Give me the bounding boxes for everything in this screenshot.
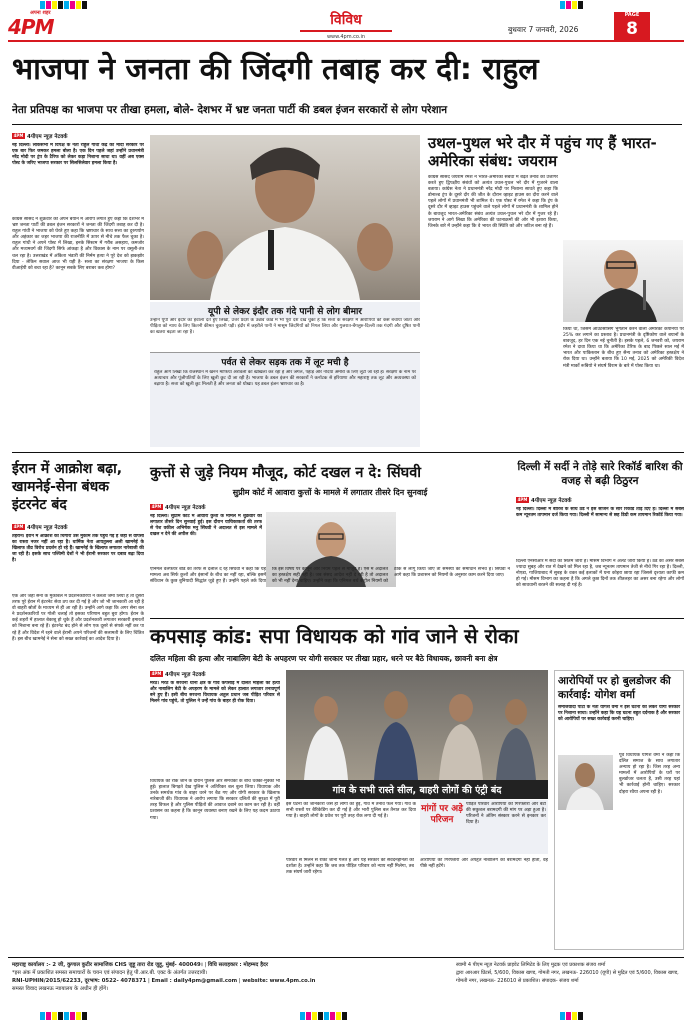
jairam-headline: उथल-पुथल भरे दौर में पहुंच गए हैं भारत-अमेरिका संबंध: जयराम <box>428 134 657 170</box>
lead-body-bold: नई दिल्ली। लोकसभा में विपक्ष के नेता राहुल गांधी केंद्र की मोदी सरकार पर एक बार फिर जमकर हमला बोला है। एक दिन पहले जहां उन्होंने प्रधानमंत्री नरेंद्र मोदी पर ट्रंप के टैरिफ को लेकर कड़ा निशाना साधा था। वहीं अब एक्स पोस्ट के जरिए भाजपा सरकार पर सिलसिलेवार हमला किया है। <box>12 143 144 167</box>
page-number: 8 <box>626 19 638 39</box>
iran-byline-text: 4पीएम न्यूज़ नेटवर्क <box>27 525 68 531</box>
iran-headline: ईरान में आक्रोश बढ़ा, खामनेई-सेना बंधक इंटरनेट बंद <box>12 461 123 513</box>
lead-subhead: नेता प्रतिपक्ष का भाजपा पर तीखा हमला, बोले- देशभर में भ्रष्ट जनता पार्टी की डबल इंजन सरकारों से लोग परेशान <box>12 104 448 116</box>
footer-left <box>12 961 452 993</box>
footer-jurisdiction: समस्त विवाद लखनऊ न्यायालय के अधीन ही होंगे। <box>12 986 109 992</box>
cold-byline: 4PM 4पीएम न्यूज़ नेटवर्क <box>517 497 572 504</box>
divider <box>12 452 684 453</box>
divider <box>12 124 682 125</box>
dogs-headline: कुत्तों से जुड़े नियम मौजूद, कोर्ट दखल न दे: सिंघवी <box>150 465 422 481</box>
issue-date: बुधवार 7 जनवरी, 2026 <box>508 25 579 34</box>
registration-bar-bottom-mid <box>300 1012 347 1020</box>
bulldozer-box <box>554 670 684 950</box>
iran-byline: 4PM 4पीएम न्यूज़ नेटवर्क <box>13 524 68 531</box>
cold-body-bold: नई दिल्ली। दिल्ली में बारिश के साथ ठंड ने इस सीजन के सारे रिकॉर्ड तोड़ दिए हैं। दिल्ली में सबसे कम न्यूनतम तापमान दर्ज किया गया। दिल्ली में सामान्य से छह डिग्री कम तापमान रिकॉर्ड किया गया। <box>516 507 684 519</box>
dogs-byline: 4PM 4पीएम न्यूज़ नेटवर्क <box>151 504 206 511</box>
kapsad-photo <box>286 670 548 780</box>
footer-website[interactable]: website: www.4pm.co.in <box>242 978 316 984</box>
kapsad-box-text: पीड़ित परिवार आरोपियों की गिरफ्तारी और बेटी की सकुशल बरामदगी की मांग पर अड़ा हुआ है। परिजनों ने अंतिम संस्कार करने से इनकार कर दिया है। <box>466 802 546 826</box>
dogs-subhead: सुप्रीम कोर्ट में आवारा कुत्तों के मामले में लगातार तीसरे दिन सुनवाई <box>232 488 428 497</box>
page-label: PAGE <box>624 12 640 18</box>
lead-box-head: पर्वत से लेकर सड़क तक में लूट मची है <box>221 358 349 368</box>
dogs-body-bold: नई दिल्ली। सुप्रीम कोर्ट में आवारा कुत्तों के मामले में शुक्रवार को लगातार तीसरे दिन सुनवाई हुई। इस दौरान याचिकाकर्ता की तरफ से पेश वकील अभिषेक मनु सिंघवी ने अदालत से इस मामले में दखल न देने की अपील की। <box>150 514 262 538</box>
kapsad-byline: 4PM 4पीएम न्यूज़ नेटवर्क <box>151 671 206 678</box>
footer-rni: RNI-UPHIN/2015/62233, दूरभाष: 0522- 4078371 <box>12 978 147 984</box>
masthead-rule <box>8 40 684 42</box>
kapsad-body-bold: मेरठ। मेरठ के सरधना थाना क्षेत्र के गांव कपसाड़ में दलित महिला की हत्या और नाबालिग बेटी के अपहरण के मामले को लेकर हालात लगातार तनावपूर्ण बने हुए हैं। इसी बीच सरधना विधायक अतुल प्रधान जब पीड़ित परिवार से मिलने गांव पहुंचे, तो पुलिस ने उन्हें गांव के बाहर ही रोक दिया। <box>150 681 280 705</box>
iran-body: एक ओर जहां सेना के मुकाबले में प्रदर्शनकारियों ने कब्जा जमा लिया है तो दूसरी तरफ पूरे ईरान में इंटरनेट सेवा ठप कर दी गई है और जो भी जानकारी आ रही है वो बाहरी स्रोतों के माध्यम से ही आ रही है। उन्होंने आगे कहा कि अगर सेना बल ने प्रदर्शनकारियों पर गोली चलाई तो इसका परिणाम बहुत बुरा होगा। ईरान के कई शहरों में हालात बेकाबू हो चुके हैं और प्रदर्शनकारी लगातार सरकारी इमारतों को निशाना बना रहे हैं। इंटरनेट बंद होने से लोग एक दूसरे से संपर्क नहीं कर पा रहे हैं और विदेश में रहने वाले ईरानी अपने परिजनों की सलामती के लिए चिंतित हैं। इस बीच खामनेई ने सेना को सख्त कार्रवाई का आदेश दिया है। <box>12 594 144 642</box>
logo-tagline: अपना शहर <box>30 10 51 16</box>
iran-body-bold: तेहरान। ईरान में आक्रोश की चिंगारी उस मुकाम तक पहुंच गई है जहां से वापसी का रास्ता नजर नहीं आ रहा है। धार्मिक नेता आयतुल्ला अली खामनेई के खिलाफ तीव्र विरोध प्रदर्शन हो रहे हैं। खामनेई के खिलाफ लगातार नारेबाजी की जा रही है। इसके साथ पश्चिमी देशों ने भी ईरानी सरकार पर दबाव बढ़ा दिया है। <box>12 534 144 564</box>
footer-disclaimer: *इस अंक में प्रकाशित समस्त समाचारों के चयन एवं संपादन हेतु पी.आर.बी. एक्ट के अंतर्गत उत्तरदायी। <box>12 970 208 976</box>
lead-box <box>150 352 420 447</box>
jairam-body: कांग्रेस सांसद जयराम रमेश ने भारत-अमेरिका संबंधों में बढ़ते तनाव को उजागर करते हुए द्विपक्षीय संबंधों को अत्यंत उथल-पुथल भरे दौर में गुजरने वाला बताया। कांग्रेस नेता ने प्रधानमंत्री नरेंद्र मोदी पर निशाना साधते हुए कहा कि डोनाल्ड ट्रंप के दूसरे दौर की जीत के दौरान व्हाइट हाउस का दौरा करने वाले पहले लोगों में प्रधानमंत्री भी शामिल थे। एक पोस्ट में रमेश ने कहा कि ट्रंप के दूसरे दौर में व्हाइट हाउस पहुंचने वाले पहले लोगों में प्रधानमंत्री के शामिल होने के बावजूद भारत-अमेरिका संबंध अत्यंत उथल-पुथल भरे दौर में गुजर रहे हैं। जयराम ने आगे लिखा कि अमेरिका की घटनाक्रमों की ओर भी इशारा किया, जिनके बारे में उन्होंने कहा कि वे भारत की स्थिति को और जटिल बना रहे हैं। <box>428 175 558 229</box>
lead-headline: भाजपा ने जनता की जिंदगी तबाह कर दी: राहुल <box>12 52 539 87</box>
footer-legal: विधि सलाहकार : मोहम्मद हैदर <box>207 962 268 968</box>
kapsad-photo-text: इस घटना की जानकारी जैसे ही लोगों को हुई, गांव में तनाव फैल गया। गांव के सभी रास्तों पर बैरिकेडिंग कर दी गई है और भारी पुलिस बल तैनात कर दिया गया है। बाहरी लोगों के प्रवेश पर पूरी तरह रोक लगा दी गई है। <box>286 802 416 820</box>
cold-body: दिल्ली एनसीआर में सर्दी का सितम जारी है। मौसम विभाग ने अलर्ट जारी किया है। ठंड का असर सबसे ज्यादा सुबह और रात में देखने को मिल रहा है, जब न्यूनतम तापमान तेजी से नीचे गिर रहा है। दिल्ली, नोएडा, गाजियाबाद में सुबह के वक्त कई इलाकों में घना कोहरा छाया रहा जिससे दृश्यता काफी कम हो गई। मौसम विभाग का कहना है कि अगले कुछ दिनों तक शीतलहर का असर बना रहेगा और लोगों को सावधानी बरतने की सलाह दी गई है। <box>516 559 684 589</box>
section-title: विविध <box>330 12 362 28</box>
dogs-byline-text: 4पीएम न्यूज़ नेटवर्क <box>165 505 206 511</box>
kapsad-headline: कपसाड़ कांड: सपा विधायक को गांव जाने से रोका <box>150 624 519 648</box>
cold-headline: दिल्ली में सर्दी ने तोड़े सारे रिकॉर्ड बारिश की वजह से बढ़ी ठिठुरन <box>517 461 683 487</box>
kapsad-photo-banner: गांव के सभी रास्ते सील, बाहरी लोगों की एंट्री बंद <box>286 780 548 799</box>
kapsad-body: विधायक को रोके जाने के दौरान पुलिस और समर्थकों के बीच धक्का-मुक्की भी हुई। हालात बिगड़ते देख पुलिस ने अतिरिक्त बल बुला लिया। विधायक और उनके समर्थक गांव के बाहर धरने पर बैठ गए और योगी सरकार के खिलाफ नारेबाजी की। विधायक ने आरोप लगाया कि सरकार दलितों की सुरक्षा में पूरी तरह विफल है और पुलिस पीड़ितों की आवाज दबाने का काम कर रही है। वहीं प्रशासन का कहना है कि कानून व्यवस्था बनाए रखने के लिए यह कदम उठाया गया। <box>150 779 280 821</box>
kapsad-box <box>420 800 548 854</box>
person-illustration <box>150 135 420 300</box>
rahul-photo-text: उन्होंने यूपी और इंदौर का हवाला देते हुए लिखा, उत्तर प्रदेश के उन्नाव कांड में भी पूरा देश देख चुका है कि सत्ता के संरक्षण में आरोपियों को कैसे बचाया जाता और पीड़िता को न्याय के लिए कितनी कीमत चुकानी पड़ी। इंदौर में जहरीले पानी ने मासूम जिंदगियों को निगल लिया और गुजरात-बेंगलुरु-दिल्ली तक गंदगी और दूषित पानी का खतरा बढ़ता जा रहा है। <box>150 318 420 336</box>
footer-address: महाराष्ट्र कार्यालय :- 2 जी, कुणाल कुटीर सामाजिक CHS जुहू तारा रोड जुहू, मुंबई- 400049। <box>12 962 203 968</box>
footer-contact-row: RNI-UPHIN/2015/62233, दूरभाष: 0522- 4078371 | Email : daily4pm@gmail.com | website: www.4pm.co.in <box>12 978 316 984</box>
footer-rule <box>8 957 684 958</box>
registration-bar-bottom-right <box>560 1012 583 1020</box>
masthead <box>0 8 692 38</box>
rahul-photo <box>150 135 420 300</box>
kapsad-byline-text: 4पीएम न्यूज़ नेटवर्क <box>165 672 206 678</box>
kapsad-body-2: परिवार से मिलने से रोका जाना गलत है और यह सरकार की संवेदनहीनता को दर्शाता है। उन्होंने कहा कि जब तक पीड़ित परिवार को न्याय नहीं मिलेगा, तब तक संघर्ष जारी रहेगा। <box>286 858 414 876</box>
crowd-illustration <box>286 670 548 780</box>
cold-byline-text: 4पीएम न्यूज़ नेटवर्क <box>531 498 572 504</box>
footer-email[interactable]: Email : daily4pm@gmail.com <box>151 978 238 984</box>
kapsad-body-3: आरोपियों की गिरफ्तारी और अपहृत नाबालिग की बरामदगी नहीं होती, वह पीछे नहीं हटेंगे। <box>420 858 548 870</box>
jairam-body-2: किया था, जिसमें आउटसोर्सिंग भुगतान करने वाली अमेरिकी कंपनियों पर 25% कर लगाने का प्रस्ताव है। प्रधानमंत्री के दृष्टिकोण वाले बयानों के बावजूद, हर दिन एक नई चुनौती है। इसके पहले, 6 जनवरी को, जयराम रमेश ने दावा किया था कि अमेरिका टैरिफ के बाद पिछले साल मई में भारत और पाकिस्तान के बीच हुए सैन्य तनाव को अमेरिका हस्तक्षेप ने रोक दिया था। उन्होंने बताया कि 10 मई, 2025 को अमेरिकी विदेश मंत्री मार्को रूबियो ने संघर्ष विराम के बारे में पोस्ट किया था। <box>563 327 684 369</box>
kapsad-box-head: मांगों पर अड़े परिजन <box>421 804 463 825</box>
jairam-photo <box>563 240 683 322</box>
footer-right <box>456 961 684 985</box>
rahul-photo-caption: यूपी से लेकर इंदौर तक गंदे पानी से लोग बीमार <box>150 302 420 319</box>
dogs-body: एनिमल वेलफेयर बोर्ड की तरफ से दलील दे रहे सिंघवी ने कहा कि यह मामला अब सिर्फ कुत्तों और इंसानों के बीच का नहीं रहा, बल्कि इसमें संविधान के कुछ बुनियादी सिद्धांत जुड़े हुए हैं। उन्होंने पहले तर्क दिया कि इस विषय पर कानून और नियम पहले से मौजूद हैं। ऐसे में अदालत का हस्तक्षेप सही नहीं है। जब संसद आदेश नहीं दे रही है तो अदालत को भी नहीं देना चाहिए। उन्होंने कहा कि एनिमल बर्थ कंट्रोल नियमों को ठीक से लागू किया जाए तो समस्या का समाधान संभव है। सिंघवी ने आगे कहा कि प्रशासन को नियमों के अनुसार काम करने दिया जाए। <box>150 567 510 585</box>
footer-address-row: महाराष्ट्र कार्यालय :- 2 जी, कुणाल कुटीर सामाजिक CHS जुहू तारा रोड जुहू, मुंबई- 400049। | विधि सलाहकार : मोहम्मद हैदर <box>12 962 268 968</box>
kapsad-subhead: दलित महिला की हत्या और नाबालिग बेटी के अपहरण पर योगी सरकार पर तीखा प्रहार, धरने पर बैठे विधायक, छावनी बना क्षेत्र <box>150 654 498 663</box>
logo-text: 4PM <box>8 15 54 39</box>
yogesh-illustration <box>558 755 613 810</box>
registration-bar-bottom <box>40 1012 87 1020</box>
yogesh-photo <box>558 755 613 810</box>
divider <box>150 618 684 619</box>
website-text[interactable]: www.4pm.co.in <box>326 34 366 40</box>
bulldozer-headline: आरोपियों पर हो बुलडोजर की कार्रवाई: योगेश वर्मा <box>558 675 671 701</box>
lead-byline-text: 4पीएम न्यूज़ नेटवर्क <box>27 134 68 140</box>
section-underline <box>300 30 392 32</box>
logo[interactable] <box>8 10 82 39</box>
footer-printer: द्वारा आरआर प्रिंटर्स, 5/600, विकास खण्ड, गोमती नगर, लखनऊ- 226010 (यूपी) से मुद्रित एवं 5/600, विकास खण्ड, गोमती नगर, लखनऊ- 226010 से प्रकाशित। संपादक- संजय शर्मा <box>456 970 679 984</box>
footer-publisher: स्वामी 4 पीएम न्यूज़ नेटवर्क प्राइवेट लिमिटेड के लिए मुद्रक एवं प्रकाशक संजय शर्मा <box>456 962 606 968</box>
bulldozer-body: समाजवादी पार्टी के नेता योगेश वर्मा ने इस घटना को लेकर योगी सरकार पर निशाना साधा। उन्होंने कहा कि यह घटना बहुत दर्दनाक है और सरकार को आरोपियों पर सख्त कार्रवाई करनी चाहिए। <box>558 705 680 723</box>
lead-byline: 4PM 4पीएम न्यूज़ नेटवर्क <box>13 133 68 140</box>
bulldozer-body-2: पूर्व विधायक योगेश वर्मा ने कहा कि दलित समाज के साथ लगातार अन्याय हो रहा है। जिस तरह अन्य मामलों में आरोपियों के घरों पर बुलडोजर चलता है, उसी तरह यहां भी कार्रवाई होनी चाहिए। सरकार दोहरा रवैया अपना रही है। <box>619 753 680 795</box>
lead-box-text: राहुल आगे लिखा कि राजस्थान में खनन माफिया अरावली को खोखला कर रहा है और जंगल, पहाड़ और नदियां अमीरों के लिए लूटी जा रही हैं। संरक्षण के नाम पर अत्याचार और पूंजीपतियों के लिए खुली छूट दी जा रही है। भाजपा के डबल इंजन की सरकारों ने कर्नाटक से हरियाणा और महाराष्ट्र तक लूट और अव्यवस्था को बढ़ाया है। सत्ता को खुली छूट मिलती है और जनता को धोखा। यह डबल इंजन भ्रष्टाचार का है। <box>154 370 416 388</box>
lead-body: कांग्रेस सांसद ने शुक्रवार को अपने बयान में आरोप लगाते हुए कहा कि देशभर में भ्रष्ट जनता पार्टी की डबल इंजन सरकारों ने जनता की जिंदगी तबाह कर दी है। राहुल गांधी ने भाजपा को घेरते हुए कहा कि भ्रष्टाचार के साथ सत्ता का दुरुपयोग और अहंकार का जहर भाजपा की राजनीति में ऊपर से नीचे तक फैल चुका है। राहुल गांधी ने अपने पोस्ट में लिखा, इनके सिस्टम में गरीब असहाय, कमजोर और मध्यमवर्ग की जिंदगी सिर्फ आंकड़ा है और विकास के नाम पर वसूली-तंत्र चल रहा है। उत्तराखंड में अंकिता भंडारी की निर्मम हत्या ने पूरे देश को झकझोर दिया - लेकिन सवाल आज भी यही है- सत्ता का संरक्षण भाजपा के किस वीआईपी को बचा रहा है? कानून सबके लिए बराबर कब होगा? <box>12 217 144 271</box>
page-number-box <box>614 12 650 40</box>
jairam-illustration <box>563 240 683 322</box>
